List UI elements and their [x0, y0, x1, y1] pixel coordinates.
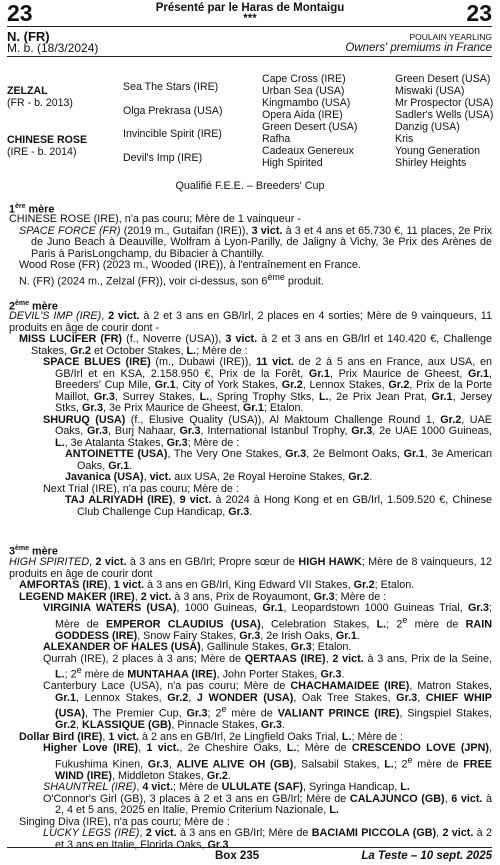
first-dam-text: CHINESE ROSE (IRE), n'a pas couru; Mère de 1 vainqueur - SPACE FORCE (FR) (2019 m., Gutaifan (IRE)), 3 vict. à 3 et 4 ans et 65.730 €, 11 places, 2e Prix de Juno Beach à Deauville, Wolfram à Lyon-Parilly, de Jaligny à Vichy, 3e Prix des Arènes de Paris à ParisLongchamp, du Bibacier à Chantilly. Wood Rose (FR) (2023 m., Wooded (IRE)), à l'entraînement en France. N. (FR) (2024 m., Zelzal (FR)), voir ci-dessus, son 6ème produit.: [9, 213, 492, 288]
second-dam-text: DEVIL'S IMP (IRE), 2 vict. à 2 et 3 ans en GB/Irl, 2 places en 4 sorties; Mère de 9 vainqueurs, 11 produits en âge de courir dont - MISS LUCIFER (FR) (f., Noverre (USA)), 3 vict. à 2 et 3 ans en GB/Irl et 140.420 €, Challenge Stakes, Gr.2 et October Stakes, L.; Mère de : SPACE BLUES (IRE) (m., Dubawi (IRE)), 11 vict. de 2 à 5 ans en France, aux USA, en GB/Irl et en KSA, 2.158.950 €, Prix de la Forêt, Gr.1, Prix Maurice de Gheest, Gr.1, Breeders' Cup Mile, Gr.1, City of York Stakes, Gr.2, Lennox Stakes, Gr.2, Prix de la Porte Maillot, Gr.3, Surrey Stakes, L., Spring Trophy Stks, L., 2e Prix Jean Prat, Gr.1, Jersey Stks, Gr.3, 3e Prix Maurice de Gheest, Gr.1; Etalon. SHURUQ (USA) (f., Elusive Quality (USA)), Al Maktoum Challenge Round 1, Gr.2, UAE Oaks, Gr.3, Burj Nahaar, Gr.3, International Istanbul Trophy, Gr.3, 2e UAE 1000 Guineas, L., 3e Atalanta Stakes, Gr.3; Mère de : ANTOINETTE (USA), The Very One Stakes, Gr.3, 2e Belmont Oaks, Gr.1, 3e American Oaks, Gr.1. Javanica (USA), vict. aux USA, 2e Royal Heroine Stakes, Gr.2. Next Trial (IRE), n'a pas couru; Mère de : TAJ ALRIYADH (IRE), 9 vict. à 2024 à Hong Kong et en GB/Irl, 1.509.520 €, Chinese Club Challenge Cup Handicap, Gr.3.: [9, 310, 493, 518]
category: POULAIN YEARLING: [409, 32, 492, 42]
pedigree-g2: Invincible Spirit (IRE): [123, 128, 222, 140]
pedigree-g2: Devil's Imp (IRE): [123, 152, 203, 164]
sire: ZELZAL (FR - b. 2013): [7, 85, 73, 109]
presenter: Présenté par le Haras de Montaigu ***: [155, 2, 345, 25]
sale-info: La Teste – 10 sept. 2025: [361, 850, 492, 862]
pedigree-g3: Cape Cross (IRE) Urban Sea (USA) Kingmambo (USA) Opera Aida (IRE) Green Desert (USA) Rafha Cadeaux Genereux High Spirited: [262, 73, 358, 169]
dam: CHINESE ROSE (IRE - b. 2014): [7, 134, 88, 158]
box-number: Box 235: [215, 850, 260, 862]
section-heading-2: 2ème mère: [9, 300, 58, 313]
divider: [7, 56, 492, 57]
divider: [7, 26, 492, 27]
qualification: Qualifié F.E.E. – Breeders' Cup: [175, 180, 325, 192]
pedigree-g4: Green Desert (USA) Miswaki (USA) Mr Prospector (USA) Sadler's Wells (USA) Danzig (USA) Kris Young Generation Shirley Heights: [395, 73, 494, 169]
divider: [7, 847, 492, 848]
third-dam-text: HIGH SPIRITED, 2 vict. à 3 ans en GB/Irl; Propre sœur de HIGH HAWK; Mère de 8 vainqueurs, 12 produits en âge de courir dont AMFORTAS (IRE), 1 vict. à 3 ans en GB/Irl, King Edward VII Stakes, Gr.2; Etalon. LEGEND MAKER (IRE), 2 vict. à 3 ans, Prix de Royaumont, Gr.3; Mère de : VIRGINIA WATERS (USA), 1000 Guineas, Gr.1, Leopardstown 1000 Guineas Trial, Gr.3; Mère de EMPEROR CLAUDIUS (USA), Celebration Stakes, L.; 2e mère de RAIN GODDESS (IRE), Snow Fairy Stakes, Gr.3, 2e Irish Oaks, Gr.1. ALEXANDER OF HALES (USA), Gallinule Stakes, Gr.3; Etalon. Qurrah (IRE), 2 places à 3 ans; Mère de QERTAAS (IRE), 2 vict. à 3 ans, Prix de la Seine, L.; 2e mère de MUNTAHAA (IRE), John Porter Stakes, Gr.3. Canterbury Lace (USA), n'a pas couru; Mère de CHACHAMAIDEE (IRE), Matron Stakes, Gr.1, Lennox Stakes, Gr.2, J WONDER (USA), Oak Tree Stakes, Gr.3, CHIEF WHIP (USA), The Premier Cup, Gr.3; 2e mère de VALIANT PRINCE (IRE), Singspiel Stakes, Gr.2, KLASSIQUE (GB), Pinnacle Stakes, Gr.3. Dollar Bird (IRE), 1 vict. à 2 ans en GB/Irl, 2e Lingfield Oaks Trial, L.; Mère de : Higher Love (IRE), 1 vict., 2e Cheshire Oaks, L.; Mère de CRESCENDO LOVE (JPN), Fukushima Kinen, Gr.3, ALIVE ALIVE OH (GB), Salsabil Stakes, L.; 2e mère de FREE WIND (IRE), Middleton Stakes, Gr.2. SHAUNTREL (IRE), 4 vict.; Mère de ULULATE (SAF), Syringa Handicap, L. O'Connor's Girl (GB), 3 places à 2 et 3 ans en GB/Irl; Mère de CALAJUNCO (GB), 6 vict. à 2, 4 et 5 ans, 2025 en Italie, Premio Criterium Nazionale, L. Singing Diva (IRE), n'a pas couru; Mère de : LUCKY LEGS (IRE), 2 vict. à 3 ans en GB/Irl; Mère de BACIAMI PICCOLA (GB), 2 vict. à 2 et 3 ans en Italie, Florida Oaks, Gr.3.: [9, 556, 493, 851]
pedigree-g2: Olga Prekrasa (USA): [123, 105, 223, 117]
owners-premiums: Owners' premiums in France: [345, 42, 492, 54]
horse-info: M. b. (18/3/2024): [7, 41, 99, 55]
pedigree-g2: Sea The Stars (IRE): [123, 81, 219, 93]
lot-number-right: 23: [466, 0, 492, 26]
lot-number: 23: [7, 0, 33, 26]
horse-name: N. (FR): [7, 29, 50, 44]
section-heading-1: 1ère mère: [9, 203, 55, 216]
section-heading-3: 3ème mère: [9, 545, 58, 558]
